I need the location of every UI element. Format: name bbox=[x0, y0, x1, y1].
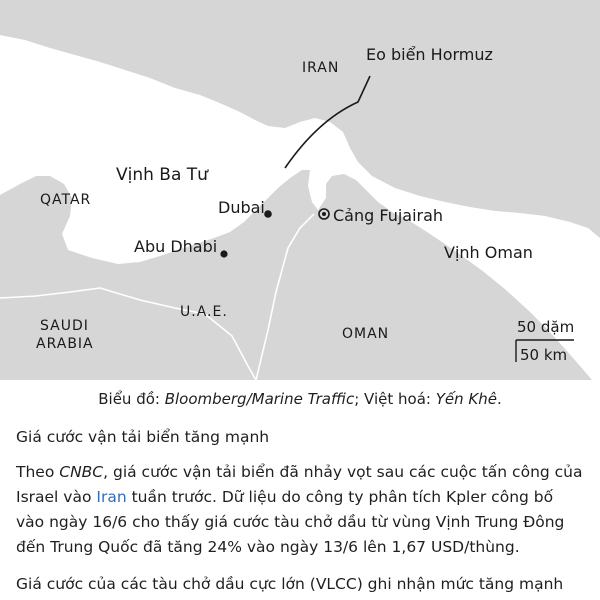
label-abu-dhabi: Abu Dhabi bbox=[134, 237, 218, 256]
p1-text-3: tuần trước. Dữ liệu do công ty phân tích Kpler công bố vào ngày 16/6 cho thấy giá cước tàu chở dầu từ vùng Vịnh Trung Đông đến Trung Quốc đã tăng 24% vào ngày 13/6 lên 1,67 USD/thùng. bbox=[16, 488, 565, 556]
label-saudi-2: ARABIA bbox=[36, 336, 94, 352]
label-gulf-oman: Vịnh Oman bbox=[444, 243, 533, 262]
label-qatar: QATAR bbox=[40, 192, 92, 208]
map-caption bbox=[0, 386, 600, 412]
label-hormuz: Eo biển Hormuz bbox=[366, 45, 493, 64]
p1-source: CNBC bbox=[59, 463, 104, 481]
caption-source: Bloomberg/Marine Traffic bbox=[164, 390, 355, 408]
caption-suffix: . bbox=[496, 390, 502, 408]
scale-km-label: 50 km bbox=[520, 346, 568, 364]
article-body bbox=[0, 428, 600, 597]
p1-text-2: , giá cước vận tải biển đã nhảy vọt sau các cuộc tấn công của Israel vào bbox=[16, 463, 583, 506]
paragraph-2: Giá cước của các tàu chở dầu cực lớn (VLCC) ghi nhận mức tăng mạnh bbox=[16, 575, 564, 593]
caption-prefix: Biểu đồ: bbox=[98, 390, 165, 408]
section-heading: Giá cước vận tải biển tăng mạnh bbox=[16, 428, 270, 446]
scale-miles-label: 50 dặm bbox=[517, 318, 575, 336]
p1-text-1: Theo bbox=[16, 463, 60, 481]
label-dubai: Dubai bbox=[218, 198, 265, 217]
caption-middle: ; Việt hoá: bbox=[354, 390, 436, 408]
caption-author: Yến Khê bbox=[435, 390, 497, 408]
label-iran: IRAN bbox=[302, 60, 340, 76]
fujairah-marker-dot bbox=[322, 212, 326, 216]
iran-link[interactable]: Iran bbox=[96, 488, 127, 506]
label-fujairah: Cảng Fujairah bbox=[333, 206, 444, 225]
label-oman: OMAN bbox=[342, 326, 390, 342]
abu-dhabi-marker bbox=[220, 250, 227, 257]
paragraph-1 bbox=[16, 460, 584, 560]
dubai-marker bbox=[264, 210, 272, 218]
label-uae: U.A.E. bbox=[180, 304, 228, 320]
label-saudi-1: SAUDI bbox=[40, 318, 89, 334]
label-persian-gulf: Vịnh Ba Tư bbox=[116, 165, 208, 185]
